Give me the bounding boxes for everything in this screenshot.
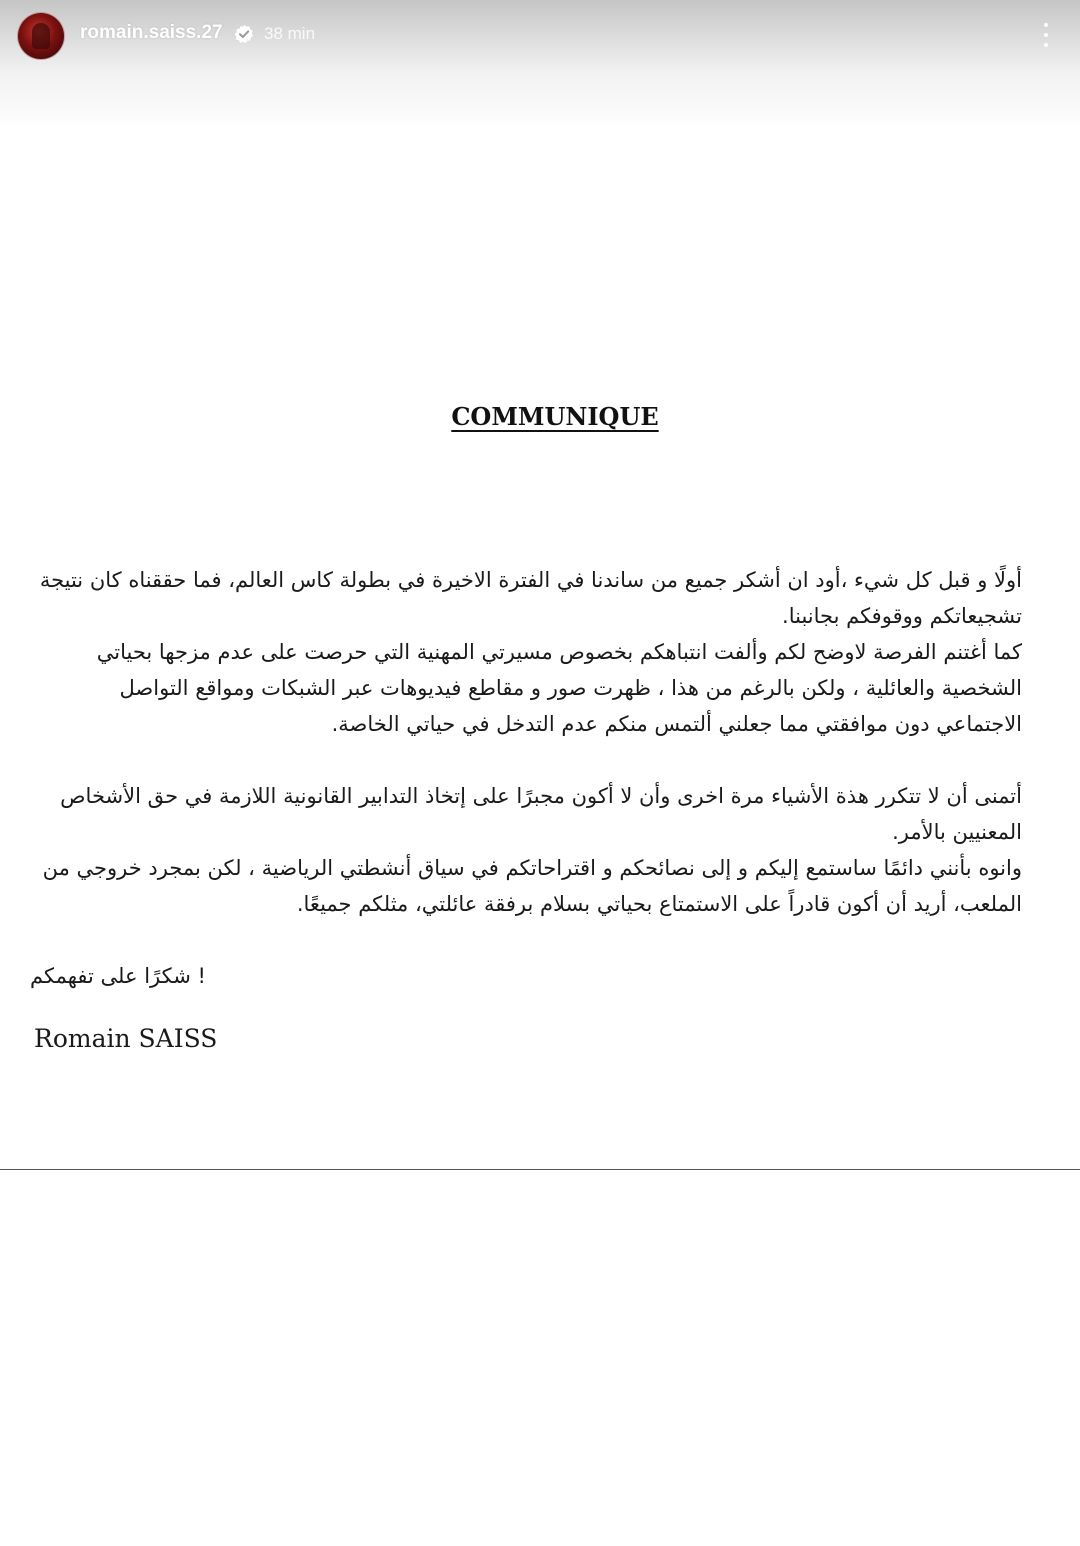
dot [1044, 43, 1048, 47]
thanks-line: ! شكرًا على تفهمكم [30, 964, 206, 988]
avatar[interactable] [17, 12, 65, 60]
paragraph-family: وانوه بأنني دائمًا ساستمع إليكم و إلى نصائحكم و اقتراحاتكم في سياق أنشطتي الرياضية ، لكن بمجرد خروجي من الملعب، أريد أن أكون قادراً على الاستمتاع بحياتي بسلام برفقة عائلتي، مثلكم جميعًا. [42, 856, 1022, 916]
story-header [0, 0, 1080, 130]
more-options-icon[interactable] [1036, 20, 1056, 50]
paragraph-thanks-support: أولًا و قبل كل شيء ،أود ان أشكر جميع من ساندنا في الفترة الاخيرة في بطولة كاس العالم، فما حققناه كان نتيجة تشجيعاتكم ووقوفكم بجانبنا. [39, 568, 1022, 628]
document-body [30, 562, 1022, 994]
signature: Romain SAISS [34, 1024, 218, 1053]
dot [1044, 33, 1048, 37]
document-divider [0, 1169, 1080, 1170]
story-time: 38 min [264, 24, 316, 43]
paragraph-privacy: كما أغتنم الفرصة لاوضح لكم وألفت انتباهكم بخصوص مسيرتي المهنية التي حرصت على عدم مزجها بحياتي الشخصية والعائلية ، ولكن بالرغم من هذا ، ظهرت صور و مقاطع فيديوهات عبر الشبكات ومواقع التواصل الاجتماعي دون موافقتي مما جعلني ألتمس منكم عدم التدخل في حياتي الخاصة. [96, 640, 1022, 736]
dot [1044, 23, 1048, 27]
avatar-figure [32, 23, 50, 49]
document-title: COMMUNIQUE [451, 402, 659, 431]
paragraph-legal-warning: أتمنى أن لا تتكرر هذة الأشياء مرة اخرى وأن لا أكون مجبرًا على إتخاذ التدابير القانونية اللازمة في حق الأشخاص المعنيين بالأمر. [60, 784, 1022, 844]
username[interactable]: romain.saiss.27 [80, 22, 223, 43]
verified-badge-icon [234, 24, 254, 44]
